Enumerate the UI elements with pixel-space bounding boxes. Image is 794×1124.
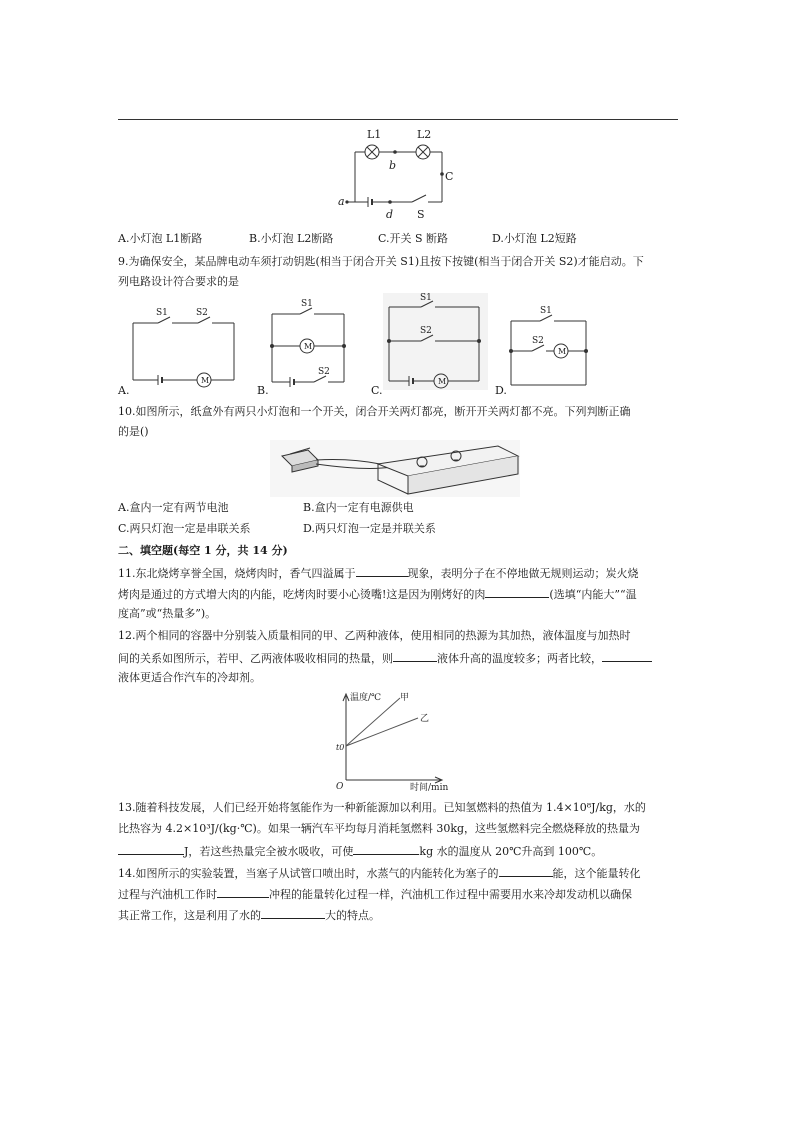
q11-line2 bbox=[118, 585, 637, 602]
q12-blank-1[interactable] bbox=[393, 649, 437, 662]
q9-label-d: D. bbox=[495, 384, 507, 397]
q12-line2 bbox=[118, 649, 652, 666]
q11-line1 bbox=[118, 564, 639, 581]
q10-option-a: A.盒内一定有两节电池 bbox=[118, 501, 229, 514]
q12-graph-t0: t0 bbox=[336, 743, 345, 752]
q13-blank-1[interactable] bbox=[118, 842, 184, 855]
q9-circuit-a bbox=[130, 305, 240, 390]
q11-text-1b: 现象，表明分子在不停地做无规则运动；炭火烧 bbox=[407, 567, 639, 580]
q12-graph-ylabel: 温度/℃ bbox=[350, 693, 382, 703]
q14-text-2a: 过程与汽油机工作时 bbox=[118, 888, 217, 901]
svg-text:M: M bbox=[201, 376, 210, 385]
q12-line1: 12.两个相同的容器中分别装入质量相同的甲、乙两种液体，使用相同的热源为其加热，液体温度与加热时 bbox=[118, 629, 631, 642]
q9-label-b: B. bbox=[257, 384, 269, 397]
q8-label-d: d bbox=[386, 208, 394, 221]
q9-stem-line1: 9.为确保安全，某品牌电动车须打动钥匙(相当于闭合开关 S1)且按下按键(相当于闭合开关 S2)才能启动。下 bbox=[118, 255, 644, 268]
q8-label-s: S bbox=[417, 208, 425, 221]
q13-line3 bbox=[118, 842, 602, 859]
q14-blank-3[interactable] bbox=[261, 906, 325, 919]
q8-label-l1: L1 bbox=[367, 128, 382, 141]
q12-blank-2[interactable] bbox=[602, 649, 652, 662]
section-2-title: 二、填空题(每空 1 分，共 14 分) bbox=[118, 544, 288, 557]
q9-stem-line2: 列电路设计符合要求的是 bbox=[118, 275, 239, 288]
q10-box-figure bbox=[270, 440, 520, 497]
svg-text:M: M bbox=[304, 342, 313, 351]
q10-option-d: D.两只灯泡一定是并联关系 bbox=[303, 522, 436, 535]
q14-text-1b: 能，这个能量转化 bbox=[552, 867, 641, 880]
q9b-label-s2: S2 bbox=[318, 367, 330, 377]
q11-blank-2[interactable] bbox=[485, 585, 549, 598]
q9-label-a: A. bbox=[118, 384, 130, 397]
q9b-label-s1: S1 bbox=[301, 299, 313, 309]
q9d-label-s1: S1 bbox=[540, 306, 552, 316]
top-rule bbox=[118, 119, 678, 120]
q11-text-2b: (选填“内能大”“温 bbox=[549, 588, 637, 601]
q11-text-2a: 烤肉是通过的方式增大肉的内能，吃烤肉时要小心烫嘴!这是因为刚烤好的肉 bbox=[118, 588, 486, 601]
q8-option-d: D.小灯泡 L2短路 bbox=[492, 232, 577, 245]
q9-circuit-d bbox=[506, 305, 591, 390]
q12-graph-jia: 甲 bbox=[400, 693, 410, 703]
q8-label-b: b bbox=[389, 159, 397, 172]
q9c-label-s2: S2 bbox=[420, 326, 432, 336]
q10-option-b: B.盒内一定有电源供电 bbox=[303, 501, 414, 514]
q14-text-1a: 14.如图所示的实验装置，当塞子从试管口喷出时，水蒸气的内能转化为塞子的 bbox=[118, 867, 499, 880]
q14-text-3a: 其正常工作，这是利用了水的 bbox=[118, 909, 261, 922]
q12-line3: 液体更适合作汽车的冷却剂。 bbox=[118, 671, 261, 684]
q12-text-2a: 间的关系如图所示，若甲、乙两液体吸收相同的热量，则 bbox=[118, 652, 393, 665]
q9-circuit-c bbox=[383, 293, 488, 390]
q13-line1: 13.随着科技发展，人们已经开始将氢能作为一种新能源加以利用。已知氢燃料的热值为 1.4×10⁸J/kg，水的 bbox=[118, 801, 646, 814]
q10-stem-line2: 的是() bbox=[118, 425, 149, 438]
q11-text-1a: 11.东北烧烤享誉全国，烧烤肉时，香气四溢属于 bbox=[118, 567, 356, 580]
q14-text-2b: 冲程的能量转化过程一样，汽油机工作过程中需要用水来冷却发动机以确保 bbox=[269, 888, 632, 901]
q12-temperature-graph bbox=[330, 688, 460, 796]
q14-line3 bbox=[118, 906, 380, 923]
q12-text-2b: 液体升高的温度较多；两者比较， bbox=[437, 652, 602, 665]
q13-text-3a: J，若这些热量完全被水吸收，可使 bbox=[184, 845, 354, 858]
q12-graph-origin: O bbox=[336, 782, 344, 792]
q9d-label-s2: S2 bbox=[532, 336, 544, 346]
q14-line1 bbox=[118, 864, 641, 881]
q12-graph-xlabel: 时间/min bbox=[410, 783, 449, 793]
q8-label-a: a bbox=[338, 195, 345, 208]
q8-label-c: C bbox=[445, 170, 454, 183]
q8-option-a: A.小灯泡 L1断路 bbox=[118, 232, 203, 245]
q14-blank-1[interactable] bbox=[499, 864, 553, 877]
svg-text:M: M bbox=[438, 377, 447, 386]
q8-option-b: B.小灯泡 L2断路 bbox=[249, 232, 334, 245]
q11-blank-1[interactable] bbox=[356, 564, 408, 577]
q13-text-3b: kg 水的温度从 20℃升高到 100℃。 bbox=[419, 845, 603, 858]
q8-circuit-figure bbox=[330, 122, 470, 222]
q10-option-c: C.两只灯泡一定是串联关系 bbox=[118, 522, 251, 535]
q12-graph-yi: 乙 bbox=[420, 714, 430, 724]
q10-stem-line1: 10.如图所示，纸盒外有两只小灯泡和一个开关，闭合开关两灯都亮，断开开关两灯都不亮。下列判断正确 bbox=[118, 405, 631, 418]
q9c-label-s1: S1 bbox=[420, 293, 432, 303]
q9a-label-s1: S1 bbox=[156, 308, 168, 318]
q11-line3: 度高”或“热量多”)。 bbox=[118, 607, 217, 620]
q8-option-c: C.开关 S 断路 bbox=[378, 232, 449, 245]
q14-line2 bbox=[118, 885, 632, 902]
q14-blank-2[interactable] bbox=[217, 885, 269, 898]
q8-label-l2: L2 bbox=[417, 128, 432, 141]
q9-circuit-b bbox=[266, 300, 351, 390]
q9a-label-s2: S2 bbox=[196, 308, 208, 318]
q13-blank-2[interactable] bbox=[353, 842, 419, 855]
svg-text:M: M bbox=[558, 347, 567, 356]
q9-label-c: C. bbox=[371, 384, 383, 397]
q13-line2: 比热容为 4.2×10³J/(kg·℃)。如果一辆汽车平均每月消耗氢燃料 30kg，这些氢燃料完全燃烧释放的热量为 bbox=[118, 822, 641, 835]
q14-text-3b: 大的特点。 bbox=[325, 909, 380, 922]
